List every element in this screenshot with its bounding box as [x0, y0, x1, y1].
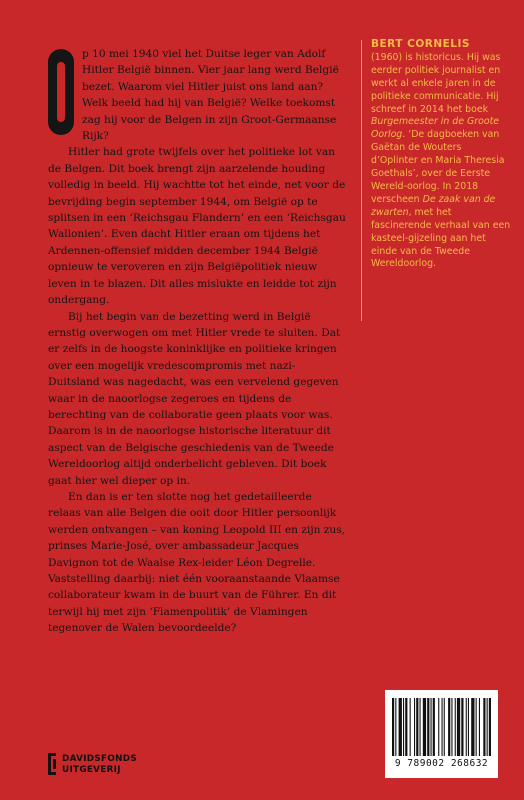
publisher-subtitle: UITGEVERIJ: [62, 765, 121, 775]
blurb-paragraph-2: Hitler had grote twijfels over het politieke lot van de Belgen. Dit boek brengt zijn aarzelende houding volledig in beeld. Hij wachtte tot het einde, net voor de bevrijding begin september 1944, om België op te splitsen in een ‘Reichsgau Flandern’ en een ‘Reichsgau Wallonien’. Even dacht Hitler eraan om tijdens het Ardennen-offensief midden december 1944 België opnieuw te veroveren en zijn Belgiëpolitiek nieuw leven in te blazen. Dit alles mislukte en leidde tot zijn ondergang.: [48, 146, 346, 307]
blurb-paragraph-1: p 10 mei 1940 viel het Duitse leger van Adolf Hitler België binnen. Vier jaar lang werd België bezet. Waarom viel Hitler juist ons land aan? Welk beeld had hij van België? Welke toekomst zag hij voor de Belgen in zijn Groot-Germaanse Rijk?: [48, 46, 346, 144]
author-bio-text-2: . ‘De dagboeken van Gaëtan de Wouters d’Oplinter en Maria Theresia Goethals’, over de Eerste Wereld-oorlog. In 2018 verscheen: [371, 129, 505, 205]
isbn-barcode: [385, 690, 498, 778]
publisher-logo: [48, 753, 158, 779]
author-bio-text-1: (1960) is historicus. Hij was eerder politiek journalist en werkt al enkele jaren in de politieke communicatie. Hij schreef in 2014 het boek: [371, 51, 501, 115]
author-bio: [371, 38, 511, 271]
author-book-title-1: Burgemeester in de Groote Oorlog: [371, 116, 500, 141]
publisher-name: DAVIDSFONDS: [62, 754, 138, 764]
dropcap-o-icon: [48, 49, 74, 135]
author-bio-text-3: , met het fascinerende verhaal van een kasteel-gijzeling aan het einde van de Tweede Wereldoorlog.: [371, 206, 511, 270]
isbn-number: 9 789002 268632: [394, 758, 489, 769]
blurb-paragraph-3: Bij het begin van de bezetting werd in België ernstig overwogen om met Hitler vrede te sluiten. Dat er zelfs in de hoogste koninklijke en politieke kringen over een mogelijk vredescompromis met nazi-Duitsland was nagedacht, was een vervelend gegeven waar in de naoorlogse zegeroes en tijdens de berechting van de collaboratie geen plaats voor was. Daarom is in de naoorlogse historische literatuur dit aspect van de Belgische geschiedenis van de Tweede Wereldoorlog altijd onderbelicht gebleven. Dit boek gaat hier wel dieper op in.: [48, 310, 341, 487]
author-divider: [361, 40, 362, 321]
back-cover-blurb: [48, 46, 346, 637]
barcode-bars-icon: [392, 698, 491, 756]
author-book-title-2: De zaak van de zwarten: [371, 193, 496, 218]
blurb-paragraph-4: En dan is er ten slotte nog het gedetailleerde relaas van alle Belgen die ooit door Hitler persoonlijk werden ontvangen – van koning Leopold III en zijn zus, prinses Marie-José, over ambassadeur Jacques Davignon tot de Waalse Rex-leider Léon Degrelle. Vaststelling daarbij: niet één vooraanstaande Vlaamse collaborateur kwam in de buurt van de Führer. En dit terwijl hij met zijn ‘Flamenpolitik’ de Vlamingen tegenover de Walen bevoordeelde?: [48, 490, 346, 635]
publisher-mark-icon: [48, 753, 59, 775]
author-name: BERT CORNELIS: [371, 38, 470, 50]
